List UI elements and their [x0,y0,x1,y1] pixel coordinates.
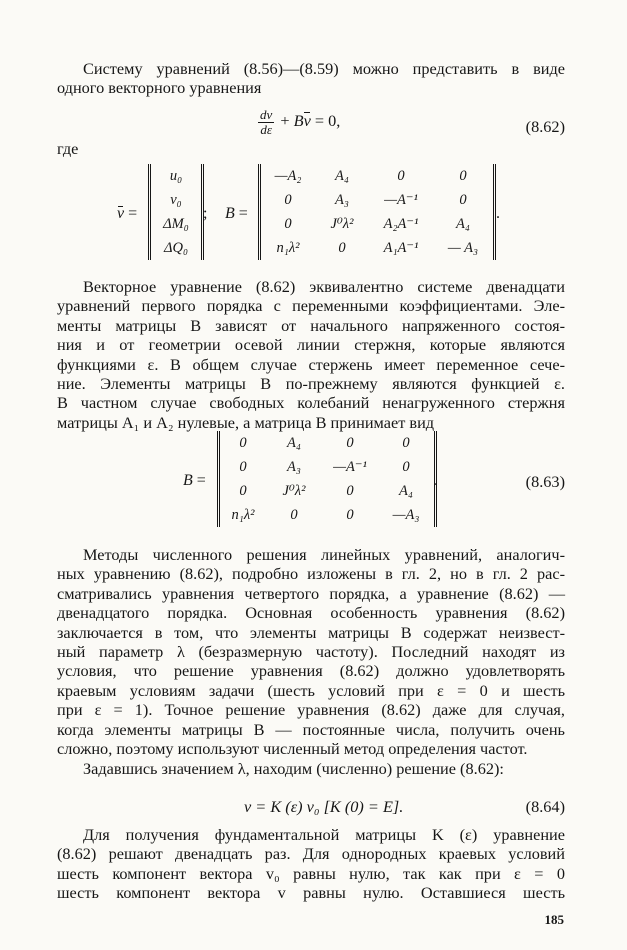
matrix-cell: 0 [239,434,247,451]
text-line: менты матрицы B зависят от начального напряженного состоя- [57,315,565,335]
text-line: ния и от геометрии осевой линии стержня, которые являются [57,335,565,355]
text-line: (8.62) решают двенадцать раз. Для однородных краевых условий [57,844,565,864]
text-line: функциями ε. В общем случае стержень имеет переменное сече- [57,354,565,374]
matrix-cell: n₁λ² [231,506,255,523]
vector-entry: ΔM₀ [163,215,189,232]
matrix-cell: A₄ [399,482,413,499]
text-line: когда элементы матрицы B — постоянные числа, получить очень [57,719,565,739]
text-line: одного векторного уравнения [57,78,262,98]
matrix-cell: — A₃ [447,239,479,256]
matrix-cell: n₁λ² [276,239,300,256]
text-line: краевым условиям задачи (шесть условий при ε = 0 и шесть [57,680,565,700]
matrix-b-lhs: B = [225,205,248,222]
text-line: В частном случае свободных колебаний ненагруженного стержня [57,393,565,413]
text-line: двенадцатого порядка. Основная особенность уравнения (8.62) [57,603,565,623]
text-line: сложно, поэтому используют численный метод определения частот. [57,739,528,759]
text-line: ных уравнению (8.62), подробно изложены в гл. 2, но в гл. 2 рас- [57,564,565,584]
matrix-cell: 0 [239,482,247,499]
matrix-end: . [433,472,437,489]
equation-number: (8.62) [525,117,565,136]
intro-paragraph [57,59,565,98]
matrix-b-free-vibration [217,431,437,527]
matrix-cell: A₄ [335,167,349,184]
matrix-b2-lhs: B = [183,472,206,489]
matrix-cell: A₁A⁻¹ [383,239,419,256]
equation-number: (8.63) [525,472,565,491]
derivative-fraction: $\frac{dv}{d\varepsilon}$ [260,107,273,137]
paragraph-4 [57,825,565,903]
matrix-cell: 0 [402,458,410,475]
matrix-cell: 0 [284,191,292,208]
matrix-cell: 0 [239,458,247,475]
matrix-b-general [258,164,496,260]
matrix-cell: 0 [290,506,298,523]
separator: ; [203,205,208,222]
paragraph-3 [57,759,565,778]
page-number: 185 [544,912,564,927]
paragraph-2 [57,545,565,758]
text-line: Систему уравнений (8.56)—(8.59) можно представить в виде [83,59,565,78]
where-label: где [57,139,79,158]
matrix-end: . [496,205,500,222]
matrix-cell: J⁰λ² [330,215,354,232]
equation-8-64: v = K (ε) v₀ [K (0) = E]. [244,797,404,816]
text-line: условия, что решение уравнения (8.62) должно удовлетворять [57,661,565,681]
vector-entry: u₀ [169,167,183,184]
vector-v [148,164,204,260]
matrix-cell: 0 [346,482,354,499]
matrix-cell: 0 [346,434,354,451]
paragraph-1 [57,277,565,432]
text-line: Задавшись значением λ, находим (численно) решение (8.62): [83,759,504,778]
text-line: шесть компонент вектора v₀ равны нулю, так как при ε = 0 [57,863,565,883]
text-line: ние. Элементы матрицы B по-прежнему являются функцией ε. [57,374,565,394]
text-line: Векторное уравнение (8.62) эквивалентно системе двенадцати [83,277,565,296]
matrix-cell: —A⁻¹ [333,458,367,475]
vector-entry: ΔQ₀ [163,239,189,256]
text-line: матрицы A₁ и A₂ нулевые, а матрица B принимает вид [57,412,435,432]
matrix-cell: A₄ [287,434,301,451]
matrix-cell: —A⁻¹ [384,191,418,208]
matrix-cell: —A₂ [274,167,302,184]
vector-entry: v₀ [170,191,182,208]
matrix-cell: —A₃ [392,506,420,523]
matrix-cell: A₃ [335,191,349,208]
text-line: Методы численного решения линейных уравнений, аналогич- [83,545,565,564]
text-line: при ε = 1). Точное решение уравнения (8.62) даже для случая, [57,700,565,720]
vector-v-lhs: v = [117,205,138,222]
text-line: ный параметр λ (безразмерную частоту). Последний находят из [57,642,565,662]
matrix-cell: 0 [402,434,410,451]
equation-number: (8.64) [525,797,565,816]
text-line: Для получения фундаментальной матрицы K (ε) уравнение [83,825,565,844]
text-line: шесть компонент вектора v равны нулю. Оставшиеся шесть [57,883,565,903]
matrix-cell: 0 [459,191,467,208]
matrix-cell: A₃ [287,458,301,475]
matrix-cell: 0 [284,215,292,232]
matrix-cell: 0 [338,239,346,256]
matrix-cell: 0 [397,167,405,184]
text-line: заключается в том, что элементы матрицы B содержат неизвест- [57,622,565,642]
text-line: уравнений первого порядка с переменными коэффициентами. Эле- [57,296,565,316]
matrix-cell: A₂A⁻¹ [383,215,419,232]
equation-8-62: $\frac{dv}{d\varepsilon}$ + Bv = 0, [260,107,341,137]
matrix-cell: J⁰λ² [282,482,306,499]
matrix-cell: 0 [346,506,354,523]
matrix-cell: A₄ [456,215,470,232]
matrix-cell: 0 [459,167,467,184]
text-line: сматривались уравнения четвертого порядка, а уравнение (8.62) — [57,583,565,603]
